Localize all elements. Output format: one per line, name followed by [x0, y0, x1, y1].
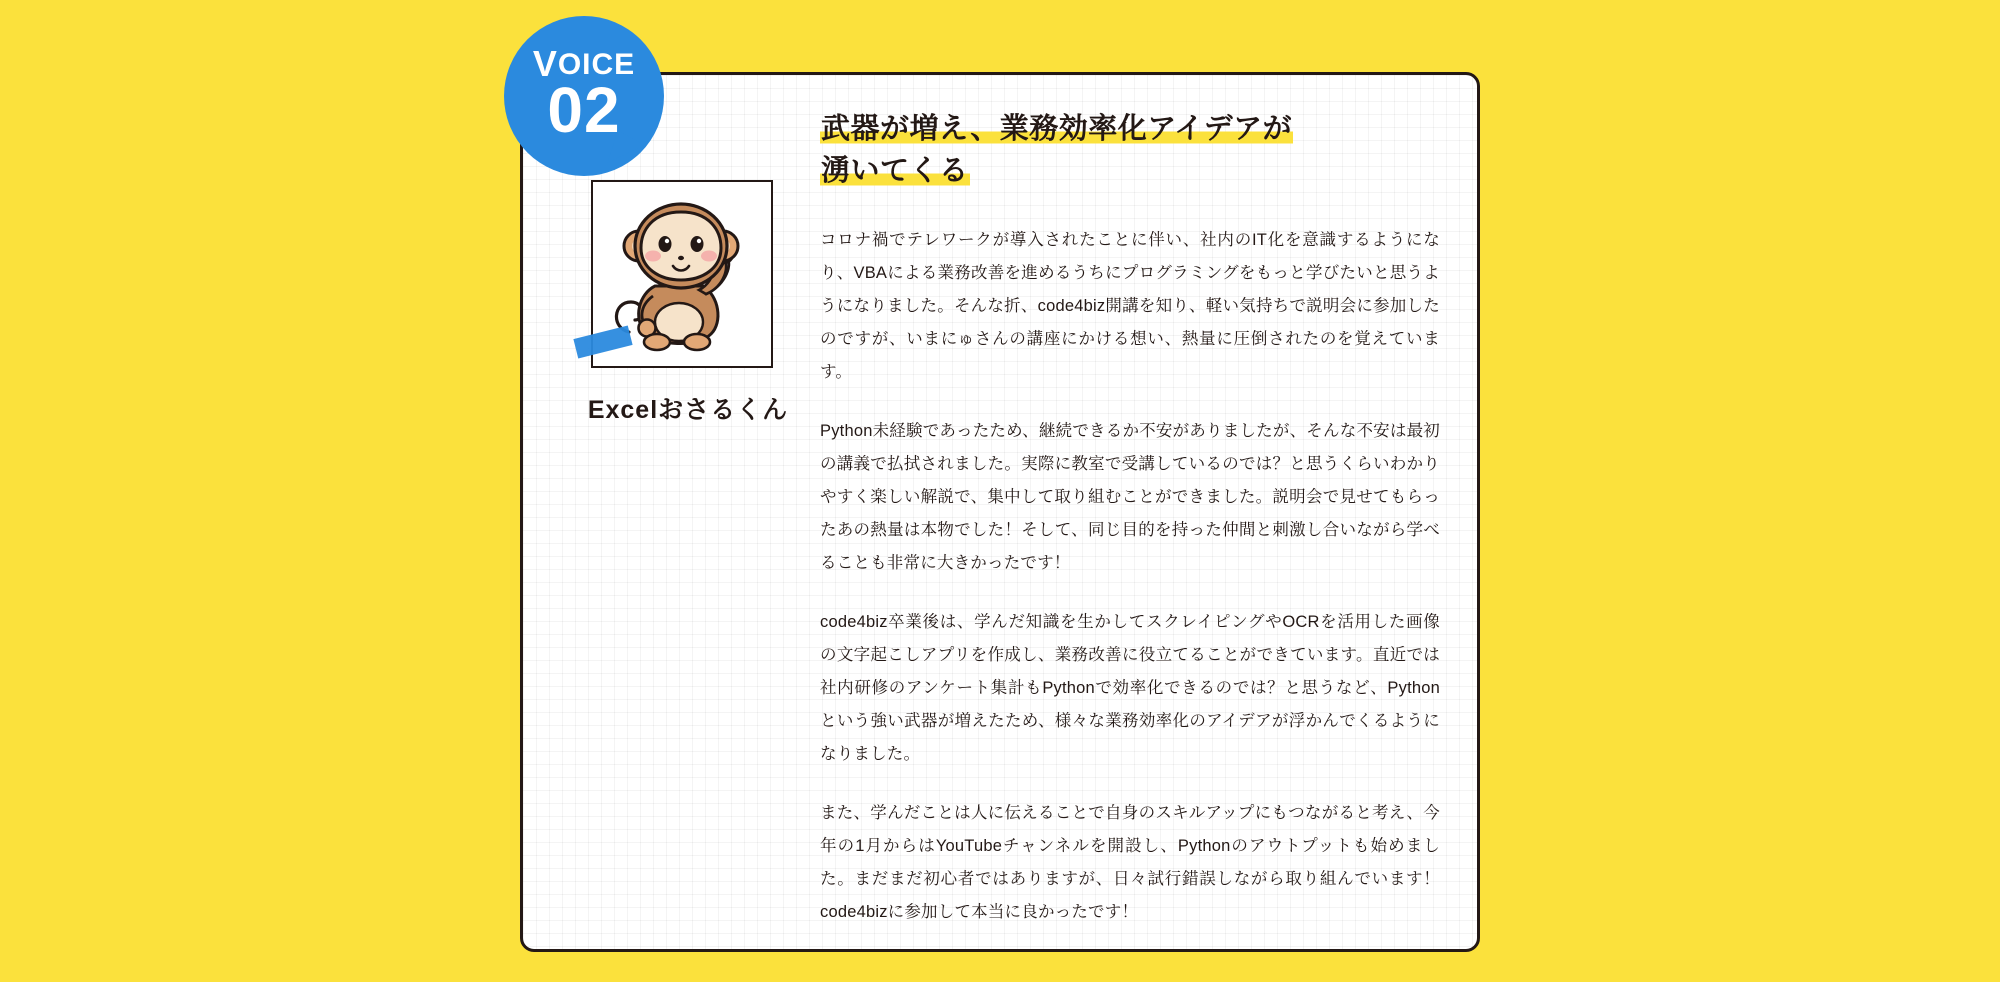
badge-voice-number: 02: [547, 74, 621, 146]
profile-column: [573, 180, 803, 426]
article-paragraph: コロナ禍でテレワークが導入されたことに伴い、社内のIT化を意識するようになり、VBAによる業務改善を進めるうちにプログラミングをもっと学びたいと思うようになりました。そんな折、code4biz開講を知り、軽い気持ちで説明会に参加したのですが、いまにゅさんの講座にかける想い、熱量に圧倒されたのを覚えています。: [820, 231, 1440, 382]
voice-number-badge: [504, 16, 664, 176]
badge-voice-initial: V: [532, 43, 558, 84]
article-paragraph: Python未経験であったため、継続できるか不安がありましたが、そんな不安は最初の講義で払拭されました。実際に教室で受講しているのでは？と思うくらいわかりやすく楽しい解説で、集中して取り組むことができました。説明会で見せてもらったあの熱量は本物でした！そして、同じ目的を持った仲間と刺激し合いながら学べることも非常に大きかったです！: [820, 422, 1440, 573]
headline-line-1: 武器が増え、業務効率化アイデアが: [821, 113, 1293, 145]
badge-voice-rest: OICE: [557, 48, 636, 81]
profile-name: Excelおさるくん: [587, 396, 789, 424]
page-title: [820, 108, 1440, 192]
article-paragraph: また、学んだことは人に伝えることで自身のスキルアップにもつながると考え、今年の1月からはYouTubeチャンネルを開設し、Pythonのアウトプットも始めました。まだまだ初心者ではありますが、日々試行錯誤しながら取り組んでいます！code4bizに参加して本当に良かったです！: [820, 804, 1440, 922]
article-content: [820, 108, 1440, 929]
article-paragraph: code4biz卒業後は、学んだ知識を生かしてスクレイピングやOCRを活用した画像の文字起こしアプリを作成し、業務改善に役立てることができています。直近では社内研修のアンケート集計もPythonで効率化できるのでは？と思うなど、Pythonという強い武器が増えたため、様々な業務効率化のアイデアが浮かんでくるようになりました。: [820, 613, 1440, 764]
headline-line-2: 湧いてくる: [821, 155, 969, 188]
